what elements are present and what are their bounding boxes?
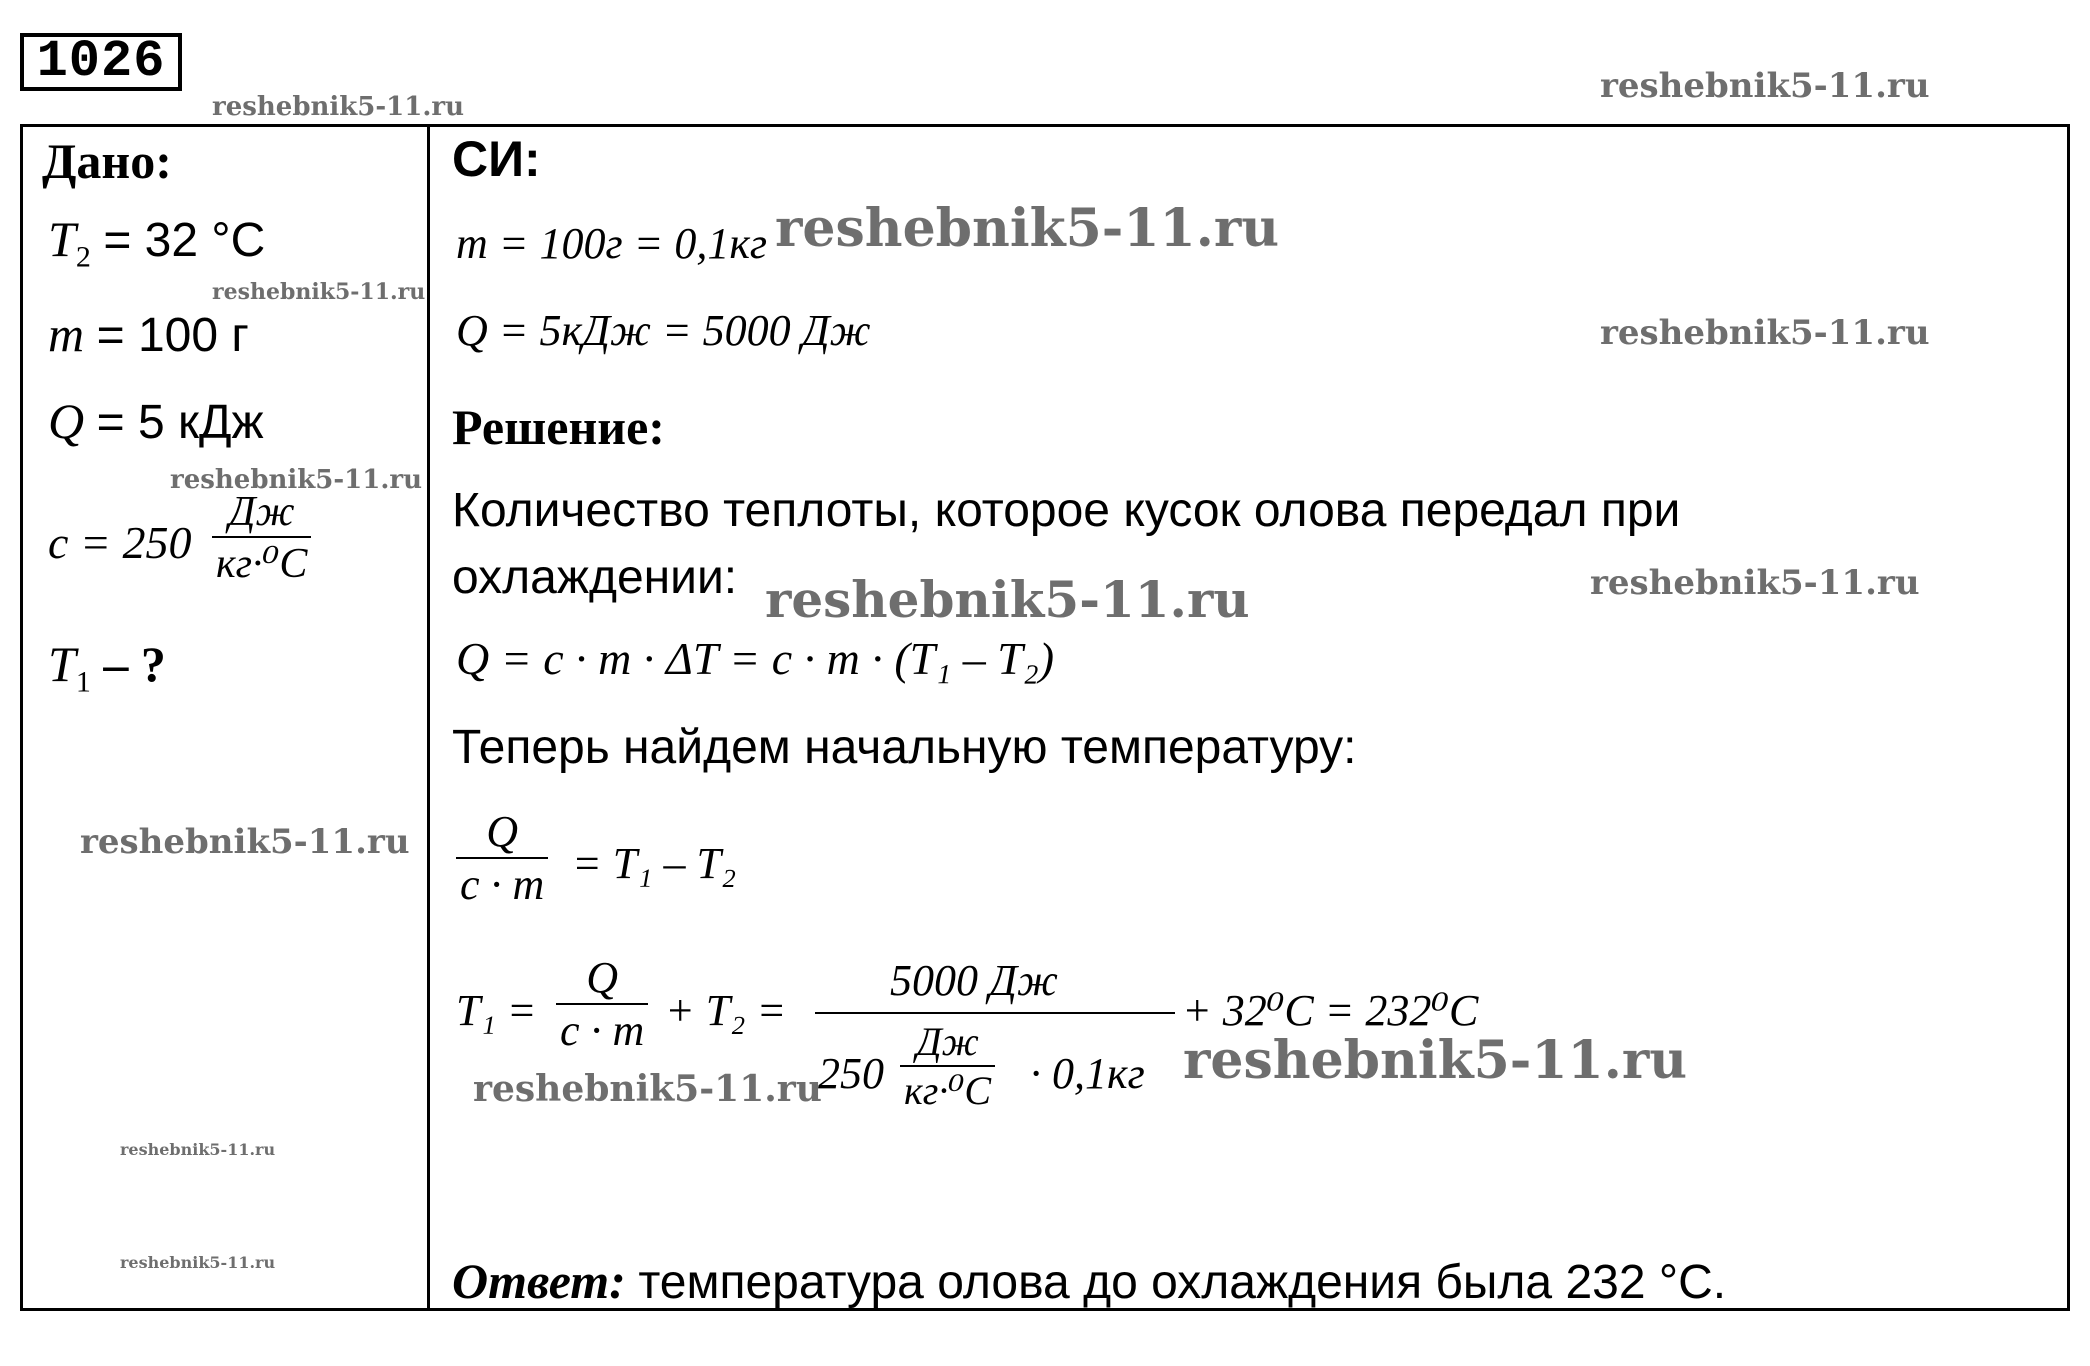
si-line-heat: Q = 5кДж = 5000 Дж xyxy=(456,306,871,355)
eq2-num: Q xyxy=(486,807,519,856)
watermark: reshebnik5-11.ru xyxy=(765,570,1250,629)
eq3-f2-den-pre: 250 xyxy=(818,1049,884,1098)
watermark: reshebnik5-11.ru xyxy=(170,465,423,495)
watermark: reshebnik5-11.ru xyxy=(775,198,1280,259)
eq2-fraction xyxy=(456,806,548,910)
solution-table xyxy=(20,124,2070,1311)
eq3-f1-den: c · m xyxy=(560,1006,645,1055)
answer-text: температура олова до охлаждения была 232 °С. xyxy=(638,1256,1727,1309)
eq3-f2-den-num: Дж xyxy=(916,1019,979,1064)
si-line-mass: m = 100г = 0,1кг xyxy=(456,219,768,268)
watermark: reshebnik5-11.ru xyxy=(473,1068,822,1110)
watermark: reshebnik5-11.ru xyxy=(120,1253,276,1272)
solution-text-1: Количество теплоты, которое кусок олова передал при xyxy=(452,484,1681,537)
watermark: reshebnik5-11.ru xyxy=(1183,1030,1688,1091)
eq3-mid: + T₂ = xyxy=(665,986,787,1035)
given-t2 xyxy=(48,210,265,275)
watermark: reshebnik5-11.ru xyxy=(1600,313,1930,353)
answer-line xyxy=(452,1252,1726,1310)
eq2-den: c · m xyxy=(460,860,545,909)
c-unit-num: Дж xyxy=(228,489,295,535)
equation-heat: Q = c · m · ΔT = c · m · (T₁ – T₂) xyxy=(456,633,1055,684)
c-lhs: c = 250 xyxy=(48,517,192,568)
watermark: reshebnik5-11.ru xyxy=(212,279,426,305)
t1-sub: 1 xyxy=(75,665,91,699)
c-unit-fraction xyxy=(212,488,311,588)
eq2-rhs: = T₁ – T₂ xyxy=(572,839,737,888)
eq3-result: + 32⁰C = 232⁰C xyxy=(1182,986,1479,1035)
t2-sub: 2 xyxy=(75,240,91,274)
solution-text-3: Теперь найдем начальную температуру: xyxy=(452,721,1357,774)
watermark: reshebnik5-11.ru xyxy=(1600,66,1930,106)
q-value: = 5 кДж xyxy=(96,396,264,449)
eq3-f2-den-fraction xyxy=(900,1018,995,1114)
si-heading: СИ: xyxy=(452,131,541,187)
watermark: reshebnik5-11.ru xyxy=(120,1140,276,1159)
t2-symbol: T xyxy=(48,211,76,267)
eq3-f2-den-den: кг·⁰C xyxy=(904,1068,992,1113)
given-heading: Дано: xyxy=(42,133,172,189)
t2-value: = 32 °C xyxy=(103,214,266,267)
eq3-f2-den-post: · 0,1кг xyxy=(1030,1049,1145,1098)
watermark: reshebnik5-11.ru xyxy=(1590,563,1920,603)
m-symbol: m xyxy=(48,306,85,362)
c-unit-den: кг·⁰C xyxy=(216,541,308,587)
solution-text-2: охлаждении: xyxy=(452,551,738,604)
eq3-lhs: T₁ = xyxy=(456,986,537,1035)
fraction-bar xyxy=(815,1012,1175,1014)
given-m xyxy=(48,305,249,363)
given-t1 xyxy=(48,635,166,700)
answer-label: Ответ: xyxy=(452,1253,626,1309)
t1-symbol: T xyxy=(48,636,76,692)
given-q xyxy=(48,392,264,450)
q-symbol: Q xyxy=(48,393,85,449)
m-value: = 100 г xyxy=(96,309,249,362)
watermark: reshebnik5-11.ru xyxy=(212,92,465,122)
eq3-f1-num: Q xyxy=(586,953,619,1002)
solution-heading: Решение: xyxy=(452,399,665,455)
eq3-fraction-1 xyxy=(556,952,648,1056)
eq3-f2-num: 5000 Дж xyxy=(890,956,1058,1005)
watermark: reshebnik5-11.ru xyxy=(80,822,410,862)
problem-number: 1026 xyxy=(20,33,182,91)
column-divider xyxy=(427,124,430,1311)
t1-unknown: – ? xyxy=(103,636,166,692)
